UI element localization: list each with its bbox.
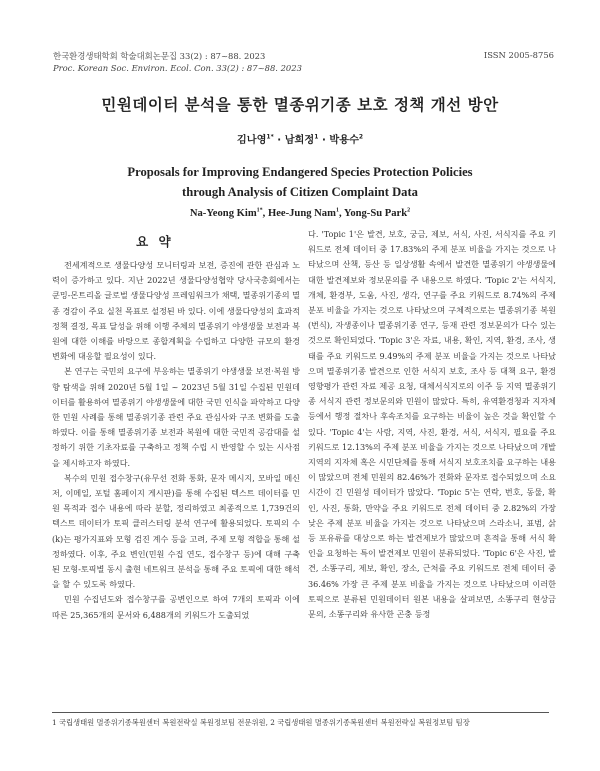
paragraph: 복수의 민원 접수창구(유무선 전화 통화, 문자 메시지, 모바일 메신저, 이메일, 포털 홈페이지 게시판)를 통해 수집된 텍스트 데이터를 민원 목적과 접수 내용에 따라 분할, 정리하였고 최종적으로 1,739건의 텍스트 데이터가 토픽 클러스터링 분석 연구에 활용되었다. 토픽의 수(k)는 평가지표와 모형 검진 계수 등을 고려, 주제 모형 적합을 통해 설정하였다. 이후, 주요 변인(민원 수집 연도, 접수창구 등)에 대해 구축된 모형-토픽별 동시 출현 네트워크 분석을 통해 주요 토픽에 대한 해석을 할 수 있도록 하였다.: [52, 472, 300, 590]
author-separator: ·: [277, 135, 282, 146]
right-column: [308, 227, 556, 622]
paragraph: 민원 수집년도와 접수창구를 공변인으로 하여 7개의 토픽과 이에 따른 25,365개의 문서와 6,488개의 키워드가 도출되었: [52, 594, 300, 620]
paragraph: 전세계적으로 생물다양성 모니터링과 보전, 증진에 관한 관심과 노력이 증가하고 있다. 지난 2022년 생물다양성협약 당사국총회에서는 쿤밍-몬트리올 글로벌 생물다양성 프레임워크가 채택, 멸종위기종의 멸종 경감이 주요 실천 목표로 설정된 바 있다. 이에 생물다양성의 효과적 정책 결정, 목표 달성을 위해 이행 주체의 멸종위기 야생생물 보전과 복원에 대한 이해를 바탕으로 종합계획을 수립하고 다양한 규모의 환경 변화에 대응할 필요성이 있다.: [52, 260, 300, 362]
footnote-divider: [52, 712, 549, 713]
left-column: [52, 258, 300, 623]
journal-citation-en: Proc. Korean Soc. Environ. Ecol. Con. 33(2) : 87~88. 2023: [53, 63, 302, 73]
author-1-affil: 1*: [266, 133, 274, 141]
abstract-heading: 요 약: [136, 234, 174, 249]
author-2: 남희정: [284, 135, 315, 146]
author-3-en-affil: 2: [407, 207, 411, 214]
author-3: 박용수: [329, 135, 359, 146]
journal-citation-ko: 한국환경생태학회 학술대회논문집 33(2) : 87~88. 2023: [53, 51, 266, 61]
author-separator: ·: [321, 135, 326, 146]
title-english: [0, 162, 600, 202]
paragraph: 본 연구는 국민의 요구에 부응하는 멸종위기 야생생물 보전·복원 방향 탐색을 위해 2020년 5월 1일 ~ 2023년 5월 31일 수집된 민원데이터를 활용하여 멸종위기 야생생물에 대한 국민 인식을 파악하고 다양한 민원 사례를 통해 멸종위기종 관련 주요 관심사와 구조 변화를 도출하였다. 이를 통해 멸종위기종 보전과 복원에 대한 국민적 공감대를 설정하기 위한 기초자료를 구축하고 정책 수립 시 반영할 수 있는 시사점을 제시하고자 하였다.: [52, 366, 300, 468]
paragraph: 다. 'Topic 1'은 발견, 보호, 궁금, 제보, 서식, 사진, 서식지를 주요 키워드로 전체 데이터 중 17.83%의 주제 분포 비율을 가지는 것으로 나타났으며 산책, 등산 등 일상생활 속에서 발견한 멸종위기 야생생물에 대한 발견제보와 정보문의를 주 내용으로 하였다. 'Topic 2'는 서식지, 개체, 환경부, 도움, 사진, 생각, 연구를 주요 키워드로 8.74%의 주제 분포 비율을 가지는 것으로 나타났으며 구체적으로는 멸종위기종 복원(번식), 자생종이나 멸종위기종 연구, 등재 관련 정보문의가 다수 있는 것으로 확인되었다. 'Topic 3'은 자료, 내용, 확인, 지역, 환경, 조사, 생태를 주요 키워드로 9.49%의 주제 분포 비율을 가지는 것으로 나타났으며 멸종위기종 발견으로 인한 서식지 보호, 조사 등 대책 요구, 환경영향평가 관련 자료 제공 요청, 대체서식지로의 이주 등 지역 멸종위기종 서식지 관련 정보문의와 민원이 많았다. 특히, 유역환경청과 지자체 등에서 행정 절차나 후속조치를 요구하는 비율이 높은 것을 확인할 수 있다. 'Topic 4'는 사람, 지역, 사진, 환경, 서식, 서식지, 필요를 주요 키워드로 12.13%의 주제 분포 비율을 가지는 것으로 나타났으며 개발 지역의 지자체 혹은 시민단체를 통해 서식지 보호조치를 요구하는 내용이 많았으며 전체 민원의 82.46%가 전화와 문자로 접수되었으며 소요 시간이 긴 민원성 데이터가 많았다. 'Topic 5'는 연락, 번호, 동물, 확인, 사진, 통화, 만약을 주요 키워드로 전체 데이터 중 2.82%의 가장 낮은 주제 분포 비율을 가지는 것으로 나타났으며 스라소니, 표범, 삵 등 포유류를 대상으로 하는 발견제보가 많았으며 흔적을 통해 서식 확인을 요청하는 특이 발견제보 민원이 분류되었다. 'Topic 6'은 사진, 발견, 소똥구리, 제보, 확인, 장소, 근처를 주요 키워드로 전체 데이터 중 36.46% 가장 큰 주제 분포 비율을 가지는 것으로 나타났으며 이러한 토픽으로 분류된 민원데이터 원본 내용을 살펴보면, 소똥구리 현상금 문의, 소똥구리와 유사한 곤충 등정: [308, 229, 556, 620]
author-3-en: Yong-Su Park: [343, 208, 408, 219]
title-english-line-2: through Analysis of Citizen Complaint Data: [182, 185, 418, 199]
authors-english: Na-Yeong Kim$^{1*}$, Hee-Jung Nam$^1$, Yong-Su Park$^2$: [189, 207, 411, 219]
author-1-en-affil: 1*: [256, 207, 263, 214]
author-2-en: Hee-Jung Nam: [267, 208, 336, 219]
title-korean: 민원데이터 분석을 통한 멸종위기종 보호 정책 개선 방안: [101, 96, 499, 114]
author-1-en: Na-Yeong Kim: [189, 208, 257, 219]
authors-korean: [0, 131, 600, 146]
journal-header: [53, 50, 302, 74]
author-2-en-affil: 1: [335, 207, 339, 214]
issn: ISSN 2005-8756: [483, 50, 554, 60]
footnote: 1 국립생태원 멸종위기종복원센터 복원전략실 복원정보팀 전문위원, 2 국립생태원 멸종위기종복원센터 복원전략실 복원정보팀 팀장: [52, 718, 470, 727]
author-3-affil: 2: [358, 133, 364, 141]
author-1: 김나영: [236, 135, 267, 146]
title-english-line-1: Proposals for Improving Endangered Species Protection Policies: [127, 165, 473, 179]
author-2-affil: 1: [314, 133, 319, 141]
